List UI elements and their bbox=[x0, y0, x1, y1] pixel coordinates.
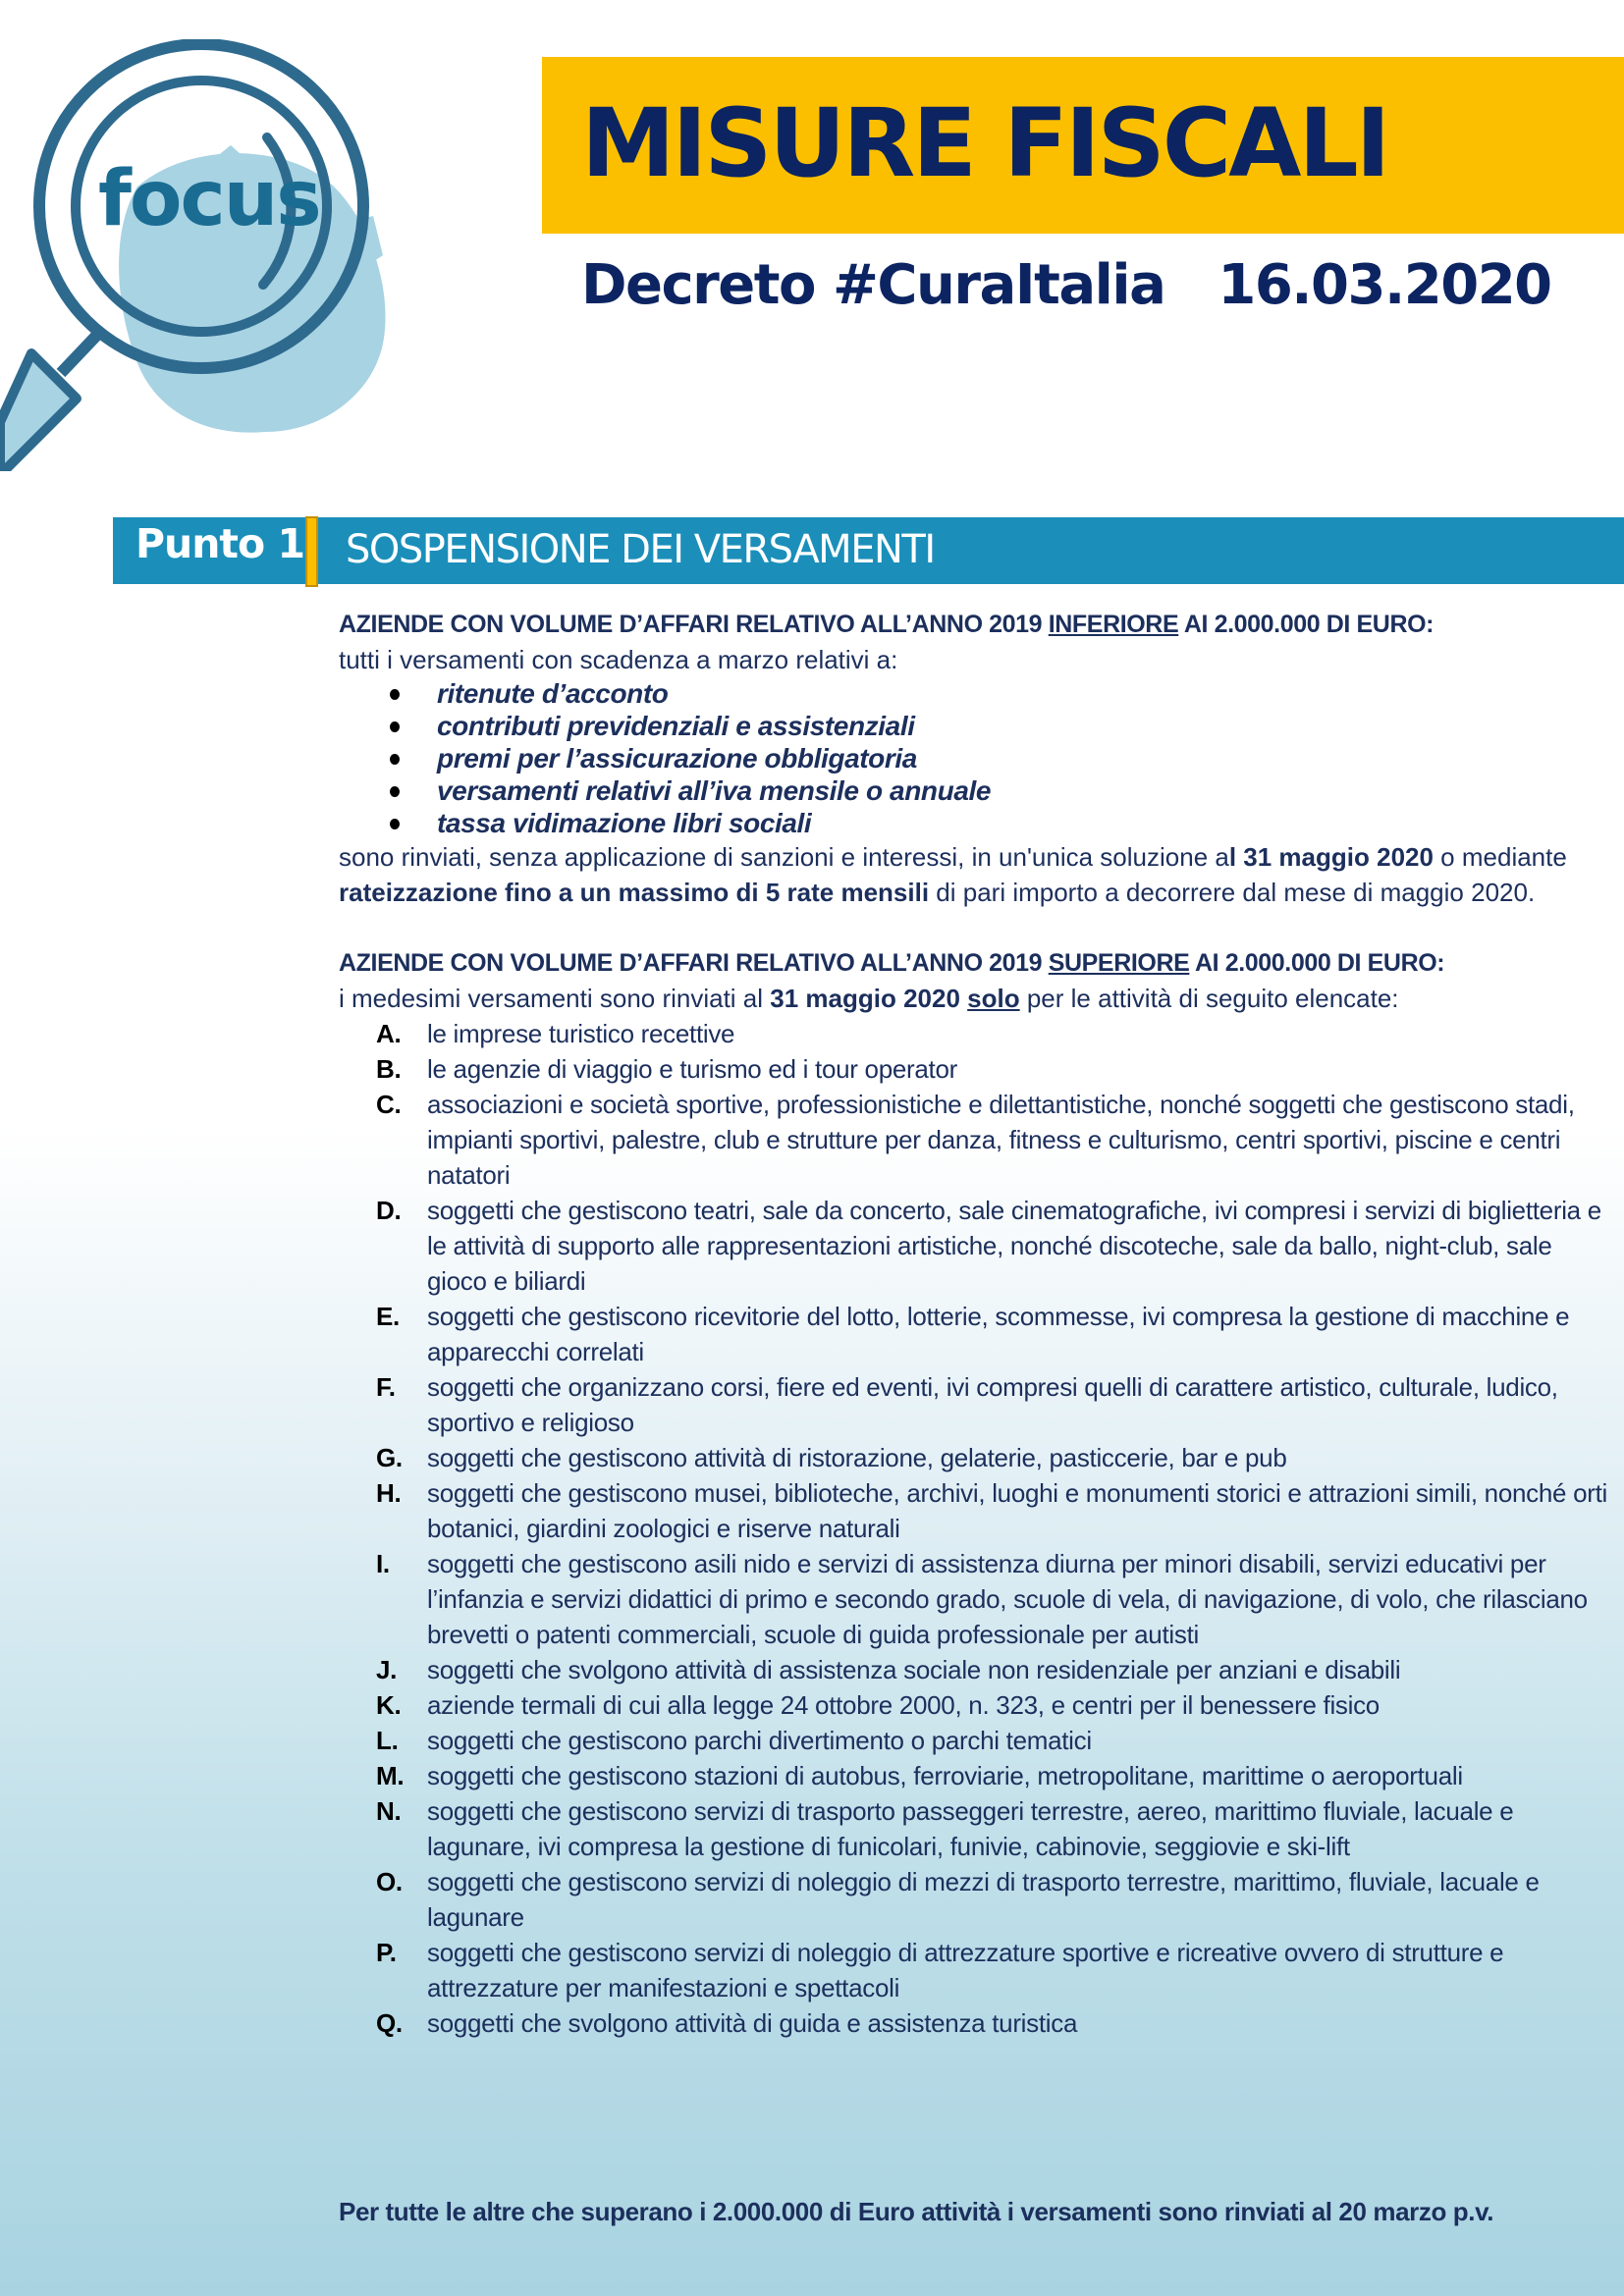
paragraph-text: sono rinviati, senza applicazione di sanzioni e interessi, in un'unica soluzione a bbox=[339, 842, 1229, 872]
list-marker: D. bbox=[376, 1196, 402, 1225]
list-marker: M. bbox=[376, 1761, 405, 1790]
list-item-text: aziende termali di cui alla legge 24 ottobre 2000, n. 323, e centri per il benessere fisico bbox=[427, 1690, 1380, 1720]
block1-heading bbox=[339, 607, 1615, 642]
section-title: SOSPENSIONE DEI VERSAMENTI bbox=[346, 527, 935, 572]
list-item-text: soggetti che gestiscono musei, biblioteche, archivi, luoghi e monumenti storici e attrazioni simili, nonché orti botanici, giardini zoologici e riserve naturali bbox=[427, 1478, 1608, 1543]
list-item-text: soggetti che gestiscono attività di ristorazione, gelaterie, pasticcerie, bar e pub bbox=[427, 1443, 1287, 1472]
bullet-icon bbox=[390, 754, 400, 765]
list-marker: H. bbox=[376, 1478, 402, 1508]
list-item bbox=[376, 1652, 1615, 1687]
paragraph-text: o mediante bbox=[1433, 842, 1567, 872]
activity-list bbox=[339, 1016, 1615, 2041]
list-item-text: le agenzie di viaggio e turismo ed i tour operator bbox=[427, 1054, 957, 1084]
list-marker: E. bbox=[376, 1302, 400, 1331]
intro-text: per le attività di seguito elencate: bbox=[1019, 984, 1399, 1013]
bullet-icon bbox=[390, 689, 400, 700]
list-item bbox=[376, 1087, 1615, 1193]
bullet-icon bbox=[390, 786, 400, 797]
list-marker: G. bbox=[376, 1443, 403, 1472]
deadline-date: l 31 maggio 2020 bbox=[1228, 842, 1434, 872]
list-item-text: versamenti relativi all’iva mensile o annuale bbox=[437, 775, 992, 806]
list-item bbox=[376, 1546, 1615, 1652]
list-item-text: associazioni e società sportive, professionistiche e dilettantistiche, nonché soggetti che gestiscono stadi, impianti sportivi, palestre, club e strutture per danza, fitness e culturismo, centri sportivi, piscine e centri natatori bbox=[427, 1090, 1575, 1190]
section-separator bbox=[305, 516, 318, 587]
list-item bbox=[437, 710, 1615, 742]
list-item bbox=[376, 2005, 1615, 2041]
list-item-text: soggetti che gestiscono stazioni di autobus, ferroviarie, metropolitane, marittime o aeroportuali bbox=[427, 1761, 1463, 1790]
document-body bbox=[339, 607, 1615, 2041]
heading-text: AZIENDE CON VOLUME D’AFFARI RELATIVO ALL’ANNO 2019 bbox=[339, 611, 1049, 638]
list-item bbox=[376, 1440, 1615, 1475]
list-marker: L. bbox=[376, 1726, 399, 1755]
page-subtitle: Decreto #CuraItalia 16.03.2020 bbox=[581, 253, 1551, 317]
list-item bbox=[437, 774, 1615, 807]
list-item-text: le imprese turistico recettive bbox=[427, 1019, 735, 1048]
list-marker: A. bbox=[376, 1019, 402, 1048]
list-item-text: ritenute d’acconto bbox=[437, 678, 669, 709]
heading-underlined: SUPERIORE bbox=[1048, 949, 1190, 977]
list-item bbox=[376, 1723, 1615, 1758]
list-item bbox=[376, 1051, 1615, 1087]
logo-text: focus bbox=[98, 155, 320, 243]
list-item bbox=[376, 1299, 1615, 1369]
footer-note: Per tutte le altre che superano i 2.000.000 di Euro attività i versamenti sono rinviati al 20 marzo p.v. bbox=[339, 2197, 1494, 2226]
list-item-text: soggetti che svolgono attività di assistenza sociale non residenziale per anziani e disabili bbox=[427, 1655, 1401, 1684]
block2-heading bbox=[339, 945, 1615, 981]
list-item bbox=[376, 1864, 1615, 1935]
focus-logo bbox=[0, 39, 412, 471]
list-item-text: premi per l’assicurazione obbligatoria bbox=[437, 743, 917, 774]
list-item-text: soggetti che gestiscono servizi di noleggio di mezzi di trasporto terrestre, marittimo, fluviale, lacuale e lagunare bbox=[427, 1867, 1540, 1932]
list-item-text: soggetti che organizzano corsi, fiere ed eventi, ivi compresi quelli di carattere artistico, culturale, ludico, sportivo e religioso bbox=[427, 1372, 1558, 1437]
list-item bbox=[376, 1369, 1615, 1440]
list-item-text: tassa vidimazione libri sociali bbox=[437, 808, 812, 838]
intro-text: i medesimi versamenti sono rinviati al bbox=[339, 984, 771, 1013]
list-marker: F. bbox=[376, 1372, 396, 1402]
payment-list bbox=[339, 677, 1615, 839]
intro-emphasis: solo bbox=[967, 984, 1020, 1013]
bullet-icon bbox=[390, 819, 400, 829]
paragraph-text: di pari importo a decorrere dal mese di maggio 2020. bbox=[929, 878, 1536, 907]
list-marker: Q. bbox=[376, 2008, 403, 2038]
block2-intro bbox=[339, 981, 1615, 1016]
list-item-text: soggetti che gestiscono parchi divertimento o parchi tematici bbox=[427, 1726, 1092, 1755]
block1-paragraph bbox=[339, 839, 1615, 910]
list-item bbox=[376, 1193, 1615, 1299]
list-item-text: soggetti che gestiscono servizi di trasporto passeggeri terrestre, aereo, marittimo fluviale, lacuale e lagunare, ivi compresa la gestione di funicolari, funivie, cabinovie, seggiovie e ski-lift bbox=[427, 1796, 1514, 1861]
list-item bbox=[376, 1475, 1615, 1546]
heading-text: AZIENDE CON VOLUME D’AFFARI RELATIVO ALL’ANNO 2019 bbox=[339, 949, 1049, 977]
page-title: MISURE FISCALI bbox=[581, 88, 1388, 198]
list-item-text: soggetti che gestiscono ricevitorie del lotto, lotterie, scommesse, ivi compresa la gestione di macchine e apparecchi correlati bbox=[427, 1302, 1570, 1366]
list-item bbox=[376, 1758, 1615, 1793]
installments-text: rateizzazione fino a un massimo di 5 rate mensili bbox=[339, 878, 930, 907]
list-item bbox=[376, 1016, 1615, 1051]
list-item-text: soggetti che gestiscono asili nido e servizi di assistenza diurna per minori disabili, servizi educativi per l’infanzia e servizi didattici di primo e secondo grado, scuole di vela, di navigazione, di volo, che rilasciano brevetti o patenti commerciali, scuole di guida professionale per autisti bbox=[427, 1549, 1588, 1649]
list-marker: B. bbox=[376, 1054, 402, 1084]
list-item bbox=[437, 807, 1615, 839]
heading-text: AI 2.000.000 DI EURO: bbox=[1178, 611, 1435, 638]
list-item bbox=[376, 1793, 1615, 1864]
list-item-text: soggetti che gestiscono teatri, sale da concerto, sale cinematografiche, ivi compresi i servizi di biglietteria e le attività di supporto alle rappresentazioni artistiche, nonché discoteche, sale da ballo, night-club, sale gioco e biliardi bbox=[427, 1196, 1601, 1296]
bullet-icon bbox=[390, 721, 400, 732]
list-marker: O. bbox=[376, 1867, 403, 1896]
list-marker: P. bbox=[376, 1938, 397, 1967]
list-marker: I. bbox=[376, 1549, 390, 1578]
section-number: Punto 1 bbox=[135, 520, 304, 567]
list-marker: K. bbox=[376, 1690, 402, 1720]
list-item bbox=[376, 1687, 1615, 1723]
list-marker: C. bbox=[376, 1090, 402, 1119]
list-item-text: soggetti che gestiscono servizi di noleggio di attrezzature sportive e ricreative ovvero di strutture e attrezzature per manifestazioni e spettacoli bbox=[427, 1938, 1504, 2002]
list-item bbox=[437, 742, 1615, 774]
list-marker: N. bbox=[376, 1796, 402, 1826]
deadline-date: 31 maggio 2020 bbox=[770, 984, 960, 1013]
list-marker: J. bbox=[376, 1655, 398, 1684]
list-item-text: contributi previdenziali e assistenziali bbox=[437, 711, 915, 741]
heading-text: AI 2.000.000 DI EURO: bbox=[1189, 949, 1445, 977]
block1-intro: tutti i versamenti con scadenza a marzo relativi a: bbox=[339, 645, 898, 674]
list-item bbox=[376, 1935, 1615, 2005]
heading-underlined: INFERIORE bbox=[1048, 611, 1179, 638]
list-item-text: soggetti che svolgono attività di guida e assistenza turistica bbox=[427, 2008, 1078, 2038]
list-item bbox=[437, 677, 1615, 710]
